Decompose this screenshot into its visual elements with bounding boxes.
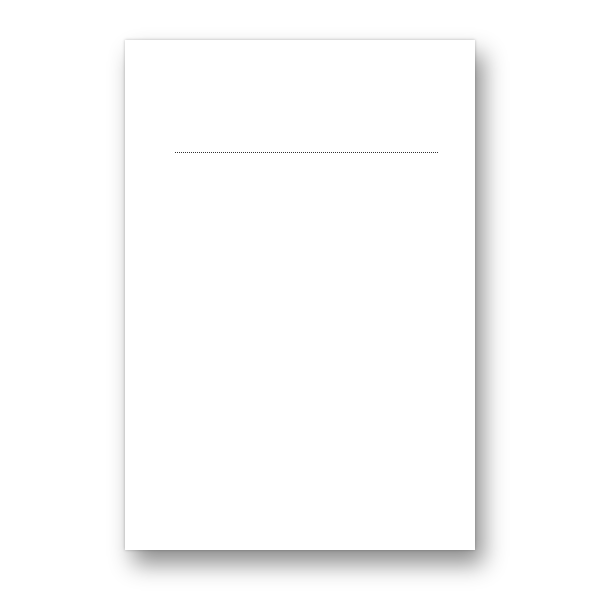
book-page [125, 40, 475, 550]
dot-leader [175, 152, 438, 153]
table-of-contents [164, 150, 440, 158]
chapter-entry [164, 152, 440, 155]
